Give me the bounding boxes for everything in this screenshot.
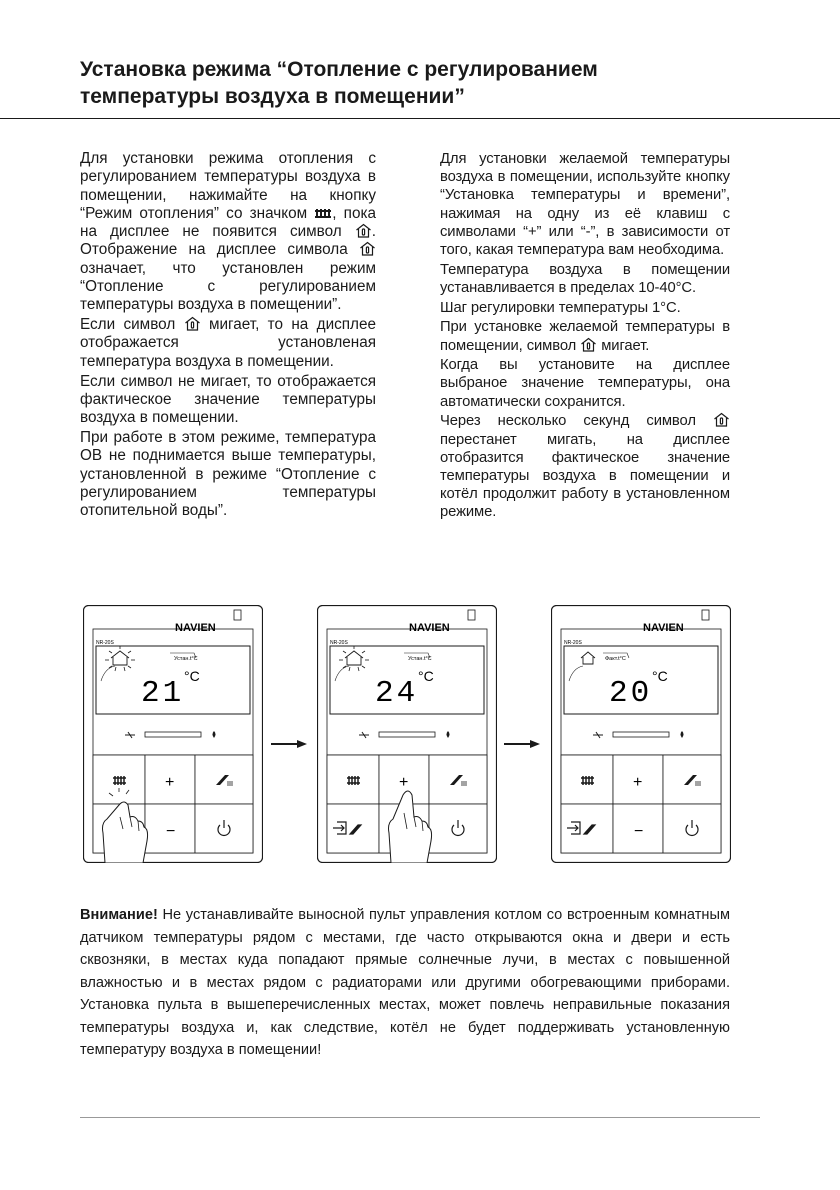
- plus-label: +: [399, 774, 409, 791]
- left-paragraph-3: Если символ не мигает, то отображается фактическое значение температуры воздуха в помещении.: [80, 372, 376, 427]
- temperature-value: 20: [609, 676, 653, 711]
- room-temp-icon: [580, 337, 597, 352]
- title-line-1: Установка режима “Отопление с регулированием: [80, 58, 598, 81]
- heating-mode-button[interactable]: [561, 755, 613, 804]
- minus-label: −: [634, 823, 644, 840]
- page-title: [80, 56, 780, 110]
- plus-label: +: [633, 774, 643, 791]
- set-temp-label: Устан.t°C: [408, 656, 432, 662]
- right-paragraph-4: При установке желаемой температуры в помещении, символ мигает.: [440, 319, 730, 354]
- temperature-unit: °C: [418, 668, 434, 684]
- room-temp-icon: [713, 412, 730, 427]
- brand-logo: NAVIEN: [643, 622, 684, 634]
- room-temp-icon: [355, 223, 372, 238]
- heating-mode-button[interactable]: [93, 755, 145, 804]
- right-column: [440, 150, 730, 523]
- right-paragraph-5: Когда вы установите на дисплее выбраное значение температуры, она автоматически сохранится.: [440, 357, 730, 410]
- room-temp-icon: [184, 316, 201, 331]
- title-line-2: температуры воздуха в помещении”: [80, 85, 465, 108]
- minus-label: −: [166, 823, 176, 840]
- temperature-unit: °C: [184, 668, 200, 684]
- right-paragraph-2: Температура воздуха в помещении устанавливается в пределах 10-40°С.: [440, 261, 730, 296]
- title-divider: [0, 118, 840, 119]
- controller-panel-3: [551, 605, 731, 863]
- warning-label: Внимание!: [80, 907, 158, 923]
- controller-panel-1: [83, 605, 263, 863]
- arrow-right-icon: [271, 740, 307, 748]
- left-column: [80, 150, 376, 522]
- set-temp-label: Устан.t°C: [174, 656, 198, 662]
- actual-temp-label: Факт.t°C: [605, 656, 626, 662]
- left-paragraph-1: Для установки режима отопления с регулированием температуры воздуха в помещении, нажимайте на кнопку “Режим отопления” со значком , пока на дисплее не появится символ . Отображение на дисплее символа означает, что установлен режим “Отопление с регулированием температуры воздуха в помещении”.: [80, 150, 377, 314]
- right-paragraph-1: Для установки желаемой температуры воздуха в помещении, используйте кнопку “Установка температуры и времени”, нажимая на одну из её клавиш с символами “+” или “-”, в зависимости от того, какая температура вам необходима.: [440, 151, 730, 259]
- radiator-icon: [314, 206, 332, 220]
- arrow-right-icon: [504, 740, 540, 748]
- brand-logo: NAVIEN: [175, 622, 216, 634]
- controller-panel-2: [317, 605, 497, 863]
- plus-label: +: [165, 774, 175, 791]
- left-paragraph-4: При работе в этом режиме, температура ОВ не поднимается выше температуры, установленной в режиме “Отопление с регулированием температуры отопительной воды”.: [80, 428, 376, 520]
- model-label: NR-20S: [330, 640, 348, 646]
- model-label: NR-20S: [96, 640, 114, 646]
- room-temp-icon: [359, 241, 376, 256]
- footer-divider: [80, 1117, 760, 1118]
- model-label: NR-20S: [564, 640, 582, 646]
- right-paragraph-6: Через несколько секунд символ перестанет мигать, на дисплее отобразится фактическое значение температуры воздуха в помещении и котёл продолжит работу в установленном режиме.: [440, 413, 730, 521]
- power-button[interactable]: [663, 804, 721, 853]
- temperature-unit: °C: [652, 668, 668, 684]
- heating-mode-button[interactable]: [327, 755, 379, 804]
- warning-text: Не устанавливайте выносной пульт управления котлом со встроенным комнатным датчиком температуры рядом с местами, где часто открываются окна и двери и есть сквозняки, в местах куда попадают прямые солнечные лучи, в местах с повышенной влажностью и в местах рядом с радиаторами или другими обогревающими приборами. Установка пульта в вышеперечисленных местах, может повлечь неправильные показания температуры воздуха и, как следствие, котёл не будет поддерживать установленную температуру воздуха в помещении!: [80, 907, 730, 1058]
- temperature-value: 21: [141, 676, 185, 711]
- warning-note: [80, 904, 730, 1062]
- right-paragraph-3: Шаг регулировки температуры 1°С.: [440, 299, 681, 316]
- left-paragraph-2: Если символ мигает, то на дисплее отображается установленая температура воздуха в помещении.: [80, 316, 376, 370]
- temperature-value: 24: [375, 676, 419, 711]
- brand-logo: NAVIEN: [409, 622, 450, 634]
- power-button[interactable]: [429, 804, 487, 853]
- power-button[interactable]: [195, 804, 253, 853]
